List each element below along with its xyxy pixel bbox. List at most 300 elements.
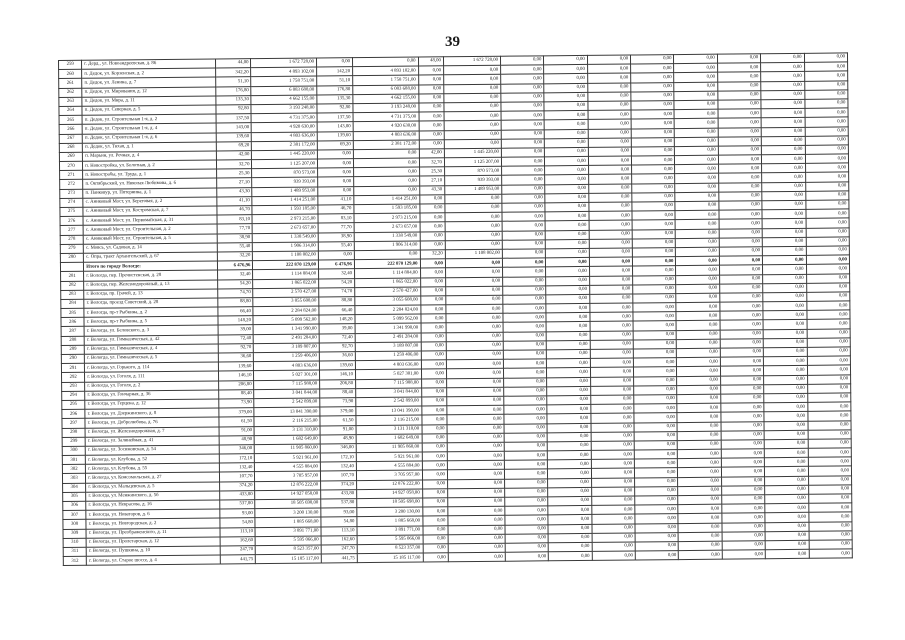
area-2-cell: 441,75 [321,554,357,564]
row-number: 284 [61,299,84,308]
address-cell: г. Вологда, ул. Новгородская, д. 2 [86,518,219,528]
row-number: 273 [60,189,83,198]
address-cell: г. Вологда, ул. Гоголя, д. 2 [85,381,218,391]
sum-2-cell: 5 027 301,00 [355,369,421,379]
value-cell: 0,00 [720,320,763,330]
sum-cell: 4 662 155,00 [251,95,317,105]
row-number: 274 [60,198,83,207]
value-cell: 0,00 [721,486,764,496]
value-cell: 0,00 [633,266,676,276]
value-cell: 0,00 [761,90,804,100]
value-cell: 0,00 [761,63,804,73]
area-3-cell: 0,00 [420,241,445,250]
sum-cell: 5 027 301,00 [254,370,320,380]
value-cell: 0,00 [632,211,675,221]
value-cell: 0,00 [763,301,806,311]
area-cell: 54,20 [217,279,253,289]
value-cell: 0,00 [545,221,588,231]
sum-cell: 1 445 220,00 [252,150,318,160]
address-cell: п. Дедок, ул. Тихая, д. 1 [83,142,216,152]
value-cell: 0,00 [501,129,544,139]
value-cell: 0,00 [675,183,718,193]
address-cell: п. Паиковур, ул. Пятернина, д. 1 [83,188,216,198]
sum-3-cell: 0,00 [448,534,505,544]
area-2-cell: 146,10 [320,370,356,380]
sum-3-cell: 0,00 [447,415,504,425]
value-cell: 0,00 [676,229,719,239]
sum-cell: 939 393,00 [252,177,318,187]
sum-3-cell: 0,00 [445,258,502,268]
row-number: 311 [63,547,86,556]
value-cell: 0,00 [807,319,851,329]
value-cell: 0,00 [762,164,805,174]
value-cell: 0,00 [674,54,717,64]
area-2-cell: 91,00 [320,425,356,435]
value-cell: 0,00 [633,358,676,368]
sum-cell: 1 338 549,00 [253,233,319,243]
value-cell: 0,00 [807,356,851,366]
sum-cell: 2 542 899,00 [254,398,320,408]
value-cell: 0,00 [589,248,632,258]
sum-cell: 2 381 172,00 [252,141,318,151]
value-cell: 0,00 [634,450,677,460]
row-number: 280 [60,253,83,262]
address-cell: г. Дерд., ул. Новоандреевская, д. 86 [82,59,215,69]
sum-cell: 2 284 824,00 [253,306,319,316]
value-cell: 0,00 [589,239,632,249]
value-cell: 0,00 [676,265,719,275]
value-cell: 0,00 [675,128,718,138]
value-cell: 0,00 [502,175,545,185]
value-cell: 0,00 [677,321,720,331]
value-cell: 0,00 [547,414,590,424]
area-3-cell: 0,00 [418,103,443,112]
value-cell: 0,00 [505,524,548,534]
value-cell: 0,00 [675,210,718,220]
area-2-cell: 0,00 [317,150,353,160]
value-cell: 0,00 [588,119,631,129]
address-cell: г. Вологда, ул. Некрасова, д. 16 [86,500,219,510]
sum-cell: 8 523 357,00 [256,545,322,555]
area-3-cell: 0,00 [422,498,447,507]
value-cell: 0,00 [632,165,675,175]
address-cell: п. Марьин, ул. Речная, д. 4 [83,151,216,161]
value-cell: 0,00 [588,174,631,184]
area-2-cell: 139,60 [319,361,355,371]
value-cell: 0,00 [763,329,806,339]
value-cell: 0,00 [505,488,548,498]
value-cell: 0,00 [762,219,805,229]
sum-cell: 5 595 066,00 [256,536,322,546]
value-cell: 0,00 [677,376,720,386]
value-cell: 0,00 [547,368,590,378]
value-cell: 0,00 [634,413,677,423]
value-cell: 0,00 [806,283,850,293]
address-cell: п. Дедок, ул. Мирования, д. 12 [82,87,215,97]
value-cell: 0,00 [504,414,547,424]
area-cell: 38,90 [217,233,253,243]
value-cell: 0,00 [587,55,630,65]
value-cell: 0,00 [502,258,545,268]
value-cell: 0,00 [804,53,848,63]
sum-2-cell: 1 114 884,00 [355,268,421,278]
value-cell: 0,00 [502,249,545,259]
area-2-cell: 74,70 [319,287,355,297]
sum-cell: 2 570 427,00 [253,288,319,298]
sum-2-cell: 5 921 961,00 [356,452,422,462]
value-cell: 0,00 [549,542,592,552]
row-number: 279 [60,244,83,253]
value-cell: 0,00 [720,311,763,321]
sum-cell: 11 905 860,00 [255,444,321,454]
area-cell: 162,60 [220,536,256,546]
address-cell: п. Дедок, ул. Северная, д. 5 [82,105,215,115]
value-cell: 0,00 [764,412,807,422]
area-3-cell: 0,00 [418,75,443,84]
value-cell: 0,00 [588,129,631,139]
sum-2-cell: 5 099 562,00 [355,314,421,324]
area-cell: 139,60 [218,362,254,372]
sum-cell: 3 200 130,00 [255,508,321,518]
row-number [60,262,83,271]
value-cell: 0,00 [502,212,545,222]
area-cell: 93,00 [219,509,255,519]
sum-cell: 870 573,00 [252,168,318,178]
sum-2-cell: 14 927 058,00 [357,489,423,499]
value-cell: 0,00 [761,99,804,109]
value-cell: 0,00 [503,350,546,360]
value-cell: 0,00 [765,467,808,477]
address-cell: п. Дедок, ул. Строительная 1-я, д. 2 [82,114,215,124]
area-2-cell: 107,70 [320,471,356,481]
row-number: 294 [62,391,85,400]
value-cell: 0,00 [633,293,676,303]
area-2-cell: 39,00 [319,324,355,334]
area-3-cell: 0,00 [421,360,446,369]
value-cell: 0,00 [588,184,631,194]
value-cell: 0,00 [634,367,677,377]
area-2-cell: 61,50 [320,416,356,426]
value-cell: 0,00 [634,385,677,395]
area-cell: 107,70 [219,472,255,482]
value-cell: 0,00 [762,191,805,201]
value-cell: 0,00 [719,182,762,192]
area-cell: 91,00 [219,426,255,436]
sum-cell: 3 193 248,00 [251,104,317,114]
value-cell: 0,00 [633,312,676,322]
area-3-cell: 43,30 [419,185,444,194]
area-3-cell: 32,20 [420,250,445,259]
value-cell: 0,00 [633,257,676,267]
area-3-cell: 0,00 [419,112,444,121]
address-cell: г. Вологда, пр. Грачей, д. 13 [84,289,217,299]
value-cell: 0,00 [764,393,807,403]
area-2-cell: 46,70 [318,205,354,215]
value-cell: 0,00 [592,542,635,552]
address-cell: с. Мовсь, ул. Садовая, д. 14 [84,243,217,253]
area-2-cell: 0,00 [318,251,354,261]
value-cell: 0,00 [546,276,589,286]
area-3-cell: 0,00 [419,195,444,204]
value-cell: 0,00 [546,313,589,323]
value-cell: 0,00 [809,549,853,559]
area-cell: 66,40 [217,307,253,317]
sum-3-cell: 0,00 [446,286,503,296]
area-2-cell: 0,00 [318,168,354,178]
value-cell: 0,00 [676,302,719,312]
value-cell: 0,00 [589,275,632,285]
value-cell: 0,00 [808,466,852,476]
address-cell: г. Вологда, пер. Пречистенская, д. 28 [84,270,217,280]
value-cell: 0,00 [589,266,632,276]
area-cell: 46,70 [216,206,252,216]
value-cell: 0,00 [505,506,548,516]
area-cell: 74,70 [217,288,253,298]
value-cell: 0,00 [504,368,547,378]
value-cell: 0,00 [590,377,633,387]
sum-3-cell: 1 108 002,00 [445,249,502,259]
value-cell: 0,00 [502,221,545,231]
value-cell: 0,00 [590,312,633,322]
value-cell: 0,00 [631,137,674,147]
area-cell: 379,00 [218,408,254,418]
area-2-cell: 32,40 [319,269,355,279]
sum-cell: 222 870 129,00 [253,260,319,270]
value-cell: 0,00 [590,395,633,405]
value-cell: 0,00 [678,440,721,450]
sum-cell: 7 115 988,00 [254,380,320,390]
value-cell: 0,00 [761,108,804,118]
row-number: 308 [63,520,86,529]
value-cell: 0,00 [721,476,764,486]
area-cell: 137,50 [216,114,252,124]
value-cell: 0,00 [806,264,850,274]
value-cell: 0,00 [808,476,852,486]
address-cell: п. Новостройка, ул. Болотная, д. 2 [83,160,216,170]
value-cell: 0,00 [719,201,762,211]
row-number: 286 [61,318,84,327]
area-2-cell: 66,40 [319,306,355,316]
address-cell: г. Вологда, ул. Дзержинского, д. 8 [85,408,218,418]
value-cell: 0,00 [635,551,678,561]
value-cell: 0,00 [761,81,804,91]
sum-2-cell: 4 731 375,00 [353,112,419,122]
value-cell: 0,00 [677,394,720,404]
value-cell: 0,00 [635,477,678,487]
address-cell: п. Дедок, ул. Строительная 1-я, д. 4 [82,123,215,133]
row-number: 300 [62,446,85,455]
value-cell: 0,00 [721,421,764,431]
page-number: 39 [445,34,460,50]
sum-3-cell: 0,00 [444,102,501,112]
area-3-cell: 0,00 [421,342,446,351]
address-cell: г. Вологда, ул. Герцена, д. 12 [85,399,218,409]
value-cell: 0,00 [505,497,548,507]
area-3-cell: 0,00 [420,277,445,286]
row-number: 266 [59,125,82,134]
area-3-cell: 0,00 [422,461,447,470]
area-2-cell: 346,00 [320,444,356,454]
value-cell: 0,00 [546,230,589,240]
sum-2-cell: 3 131 310,00 [356,425,422,435]
area-2-cell: 54,20 [319,278,355,288]
value-cell: 0,00 [544,65,587,75]
value-cell: 0,00 [809,540,853,550]
value-cell: 0,00 [763,347,806,357]
value-cell: 0,00 [503,304,546,314]
value-cell: 0,00 [589,202,632,212]
area-3-cell: 0,00 [420,213,445,222]
row-number: 285 [61,308,84,317]
area-3-cell: 0,00 [422,516,447,525]
area-3-cell: 0,00 [421,332,446,341]
sum-cell: 1 341 990,00 [254,324,320,334]
area-2-cell: 0,00 [317,58,353,68]
area-cell: 77,70 [217,224,253,234]
area-cell: 146,10 [218,371,254,381]
area-3-cell: 0,00 [423,535,448,544]
value-cell: 0,00 [719,265,762,275]
area-3-cell: 0,00 [421,397,446,406]
sum-3-cell: 0,00 [445,222,502,232]
sum-2-cell: 0,00 [352,57,418,67]
sum-2-cell: 4 662 155,00 [353,94,419,104]
sum-3-cell: 0,00 [446,277,503,287]
value-cell: 0,00 [807,347,851,357]
sum-3-cell: 0,00 [447,387,504,397]
value-cell: 0,00 [761,136,804,146]
value-cell: 0,00 [631,110,674,120]
sum-2-cell: 1 414 251,00 [354,195,420,205]
sum-3-cell: 0,00 [446,313,503,323]
sum-2-cell: 6 083 688,00 [353,85,419,95]
value-cell: 0,00 [545,129,588,139]
area-3-cell: 0,00 [420,305,445,314]
row-number: 278 [60,235,83,244]
table-container [58,52,853,566]
area-cell: 172,10 [219,454,255,464]
value-cell: 0,00 [717,72,760,82]
sum-cell: 1 906 314,00 [253,242,319,252]
value-cell: 0,00 [762,173,805,183]
row-number: 282 [61,281,84,290]
sum-cell: 4 920 630,00 [252,122,318,132]
value-cell: 0,00 [676,220,719,230]
value-cell: 0,00 [592,524,635,534]
value-cell: 0,00 [546,303,589,313]
value-cell: 0,00 [678,458,721,468]
value-cell: 0,00 [544,101,587,111]
sum-cell: 1 108 002,00 [253,251,319,261]
value-cell: 0,00 [504,433,547,443]
value-cell: 0,00 [632,229,675,239]
value-cell: 0,00 [674,100,717,110]
value-cell: 0,00 [633,275,676,285]
area-cell: 88,40 [218,389,254,399]
sum-3-cell: 0,00 [444,139,501,149]
value-cell: 0,00 [674,63,717,73]
area-cell: 206,80 [218,380,254,390]
sum-3-cell: 0,00 [446,350,503,360]
sum-cell: 1 758 751,00 [251,76,317,86]
value-cell: 0,00 [720,357,763,367]
value-cell: 0,00 [805,154,849,164]
row-number: 283 [61,290,84,299]
value-cell: 0,00 [675,118,718,128]
value-cell: 0,00 [589,285,632,295]
sum-3-cell: 0,00 [444,130,501,140]
value-cell: 0,00 [763,320,806,330]
value-cell: 0,00 [545,212,588,222]
value-cell: 0,00 [806,255,850,265]
value-cell: 0,00 [545,175,588,185]
row-number: 296 [62,409,85,418]
value-cell: 0,00 [590,331,633,341]
sum-3-cell: 0,00 [448,552,505,562]
value-cell: 0,00 [632,192,675,202]
value-cell: 0,00 [504,387,547,397]
area-2-cell: 0,00 [317,159,353,169]
value-cell: 0,00 [634,422,677,432]
row-number: 290 [61,354,84,363]
value-cell: 0,00 [502,203,545,213]
address-cell: г. Вологда, ул. Гимназическая, д. 4 [85,344,218,354]
area-cell: 32,70 [216,160,252,170]
value-cell: 0,00 [720,302,763,312]
sum-cell: 3 189 807,00 [254,343,320,353]
value-cell: 0,00 [722,541,765,551]
sum-2-cell: 0,00 [354,167,420,177]
area-cell: 92,70 [218,343,254,353]
sum-cell: 14 927 058,00 [255,490,321,500]
value-cell: 0,00 [545,147,588,157]
address-cell: г. Вологда, пр-т Рыбкина, д. 2 [84,307,217,317]
value-cell: 0,00 [764,439,807,449]
sum-cell: 1 682 649,00 [255,435,321,445]
area-cell: 36,60 [218,353,254,363]
sum-2-cell: 3 055 608,00 [355,296,421,306]
value-cell: 0,00 [806,301,850,311]
value-cell: 0,00 [631,146,674,156]
area-cell: 342,20 [215,68,251,78]
value-cell: 0,00 [676,247,719,257]
area-2-cell: 537,80 [321,499,357,509]
value-cell: 0,00 [548,496,591,506]
address-cell: г. Вологда, ул. Новаторов, д. 6 [86,509,219,519]
value-cell: 0,00 [548,524,591,534]
value-cell: 0,00 [504,460,547,470]
area-2-cell: 92,70 [319,342,355,352]
value-cell: 0,00 [762,182,805,192]
value-cell: 0,00 [722,504,765,514]
area-cell: 148,20 [217,316,253,326]
value-cell: 0,00 [501,74,544,84]
address-cell: г. Вологда, ул. Менжинского, д. 5б [86,491,219,501]
area-3-cell: 0,00 [422,507,447,516]
table-body [59,53,853,566]
value-cell: 0,00 [547,423,590,433]
area-cell: 61,50 [218,417,254,427]
value-cell: 0,00 [504,442,547,452]
sum-cell: 4 803 636,00 [254,361,320,371]
value-cell: 0,00 [765,522,808,532]
value-cell: 0,00 [808,503,852,513]
value-cell: 0,00 [631,91,674,101]
sum-cell: 4 893 102,00 [251,67,317,77]
value-cell: 0,00 [592,533,635,543]
value-cell: 0,00 [634,395,677,405]
address-cell: г. Вологда, ул. Мальцевская, д. 5 [86,482,219,492]
